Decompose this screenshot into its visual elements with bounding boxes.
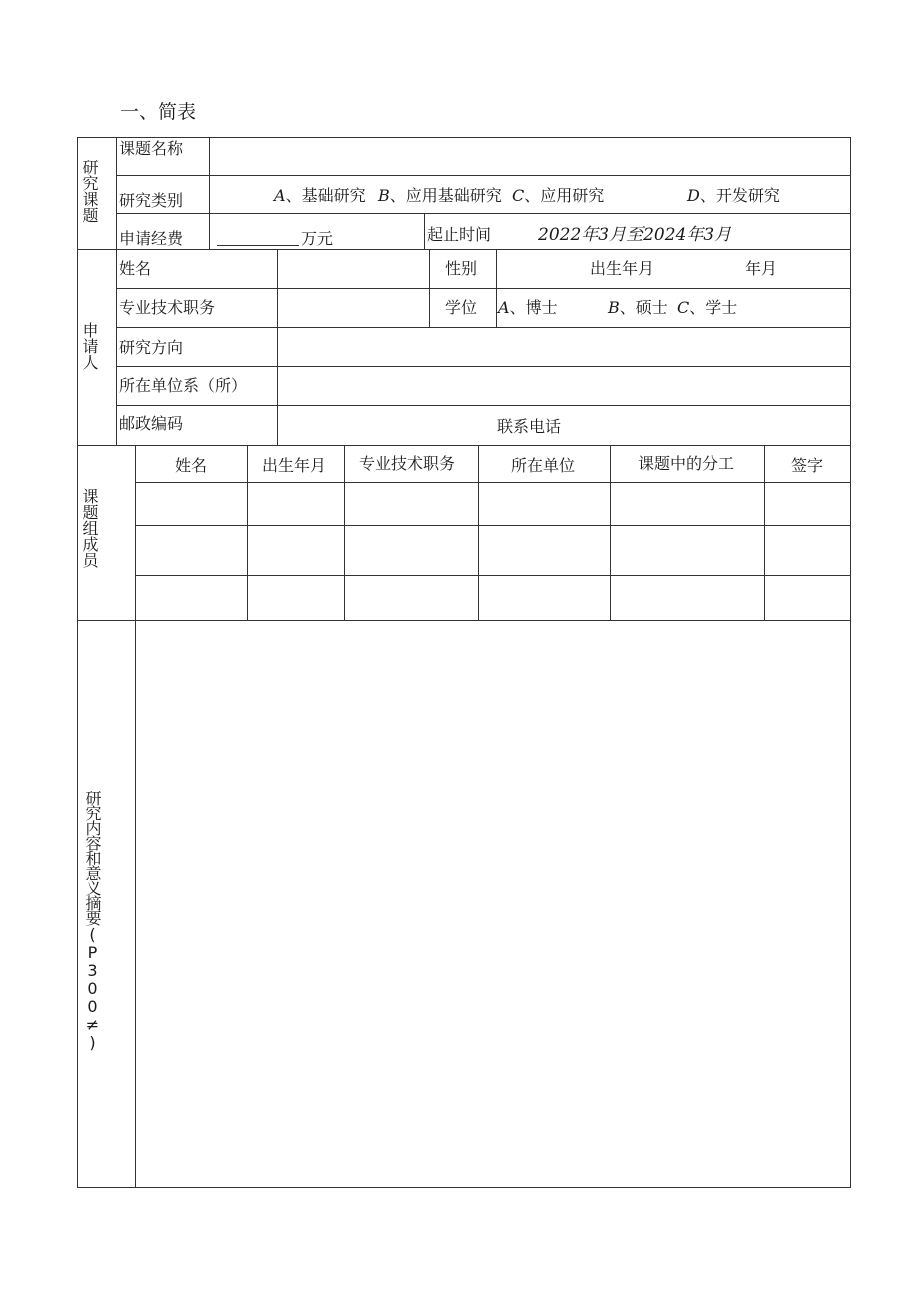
birth-label: 出生年月	[590, 259, 655, 278]
birth-unit: 年月	[745, 259, 778, 278]
members-header-title: 专业技术职务	[359, 454, 456, 473]
funding-input-line[interactable]	[217, 245, 299, 246]
title-label: 专业技术职务	[119, 298, 216, 317]
table-border-left	[77, 137, 78, 1187]
period-label: 起止时间	[427, 225, 492, 244]
section-label-abstract: 研究内容和意义摘要(P300≠)	[83, 790, 102, 1051]
period-value: 2022年3月至2024年3月	[538, 225, 732, 245]
postcode-label: 邮政编码	[119, 414, 184, 433]
members-header-signature: 签字	[791, 456, 824, 475]
direction-label: 研究方向	[119, 338, 184, 357]
topic-name-field[interactable]	[211, 139, 848, 173]
table-border-right	[850, 137, 851, 1187]
topic-name-label: 课题名称	[119, 139, 184, 158]
abstract-field[interactable]	[137, 622, 848, 1185]
category-option-c[interactable]: C、应用研究	[512, 186, 605, 205]
applicant-name-label: 姓名	[119, 259, 152, 278]
category-option-b[interactable]: B、应用基础研究	[378, 186, 502, 205]
section-label-topic: 研究课题	[80, 159, 99, 223]
section-label-applicant: 申请人	[80, 322, 99, 370]
degree-option-a[interactable]: A、博士	[498, 298, 558, 317]
unit-label: 所在单位系（所）	[119, 376, 248, 395]
section-label-members: 课题组成员	[80, 488, 99, 568]
members-header-birth: 出生年月	[262, 456, 327, 475]
degree-label: 学位	[445, 298, 478, 317]
table-border-bottom	[77, 1187, 851, 1188]
page-title: 一、简表	[120, 101, 197, 123]
category-option-d[interactable]: D、开发研究	[687, 186, 780, 205]
gender-label: 性别	[445, 259, 478, 278]
members-header-role: 课题中的分工	[638, 454, 735, 473]
degree-option-b[interactable]: B、硕士	[608, 298, 668, 317]
category-label: 研究类别	[119, 191, 184, 210]
degree-option-c[interactable]: C、学士	[677, 298, 738, 317]
table-border-top	[77, 137, 851, 138]
funding-label: 申请经费	[119, 229, 184, 248]
members-header-name: 姓名	[175, 456, 208, 475]
phone-label: 联系电话	[497, 417, 562, 436]
category-option-a[interactable]: A、基础研究	[274, 186, 366, 205]
funding-unit: 万元	[301, 229, 334, 248]
members-header-unit: 所在单位	[511, 456, 576, 475]
